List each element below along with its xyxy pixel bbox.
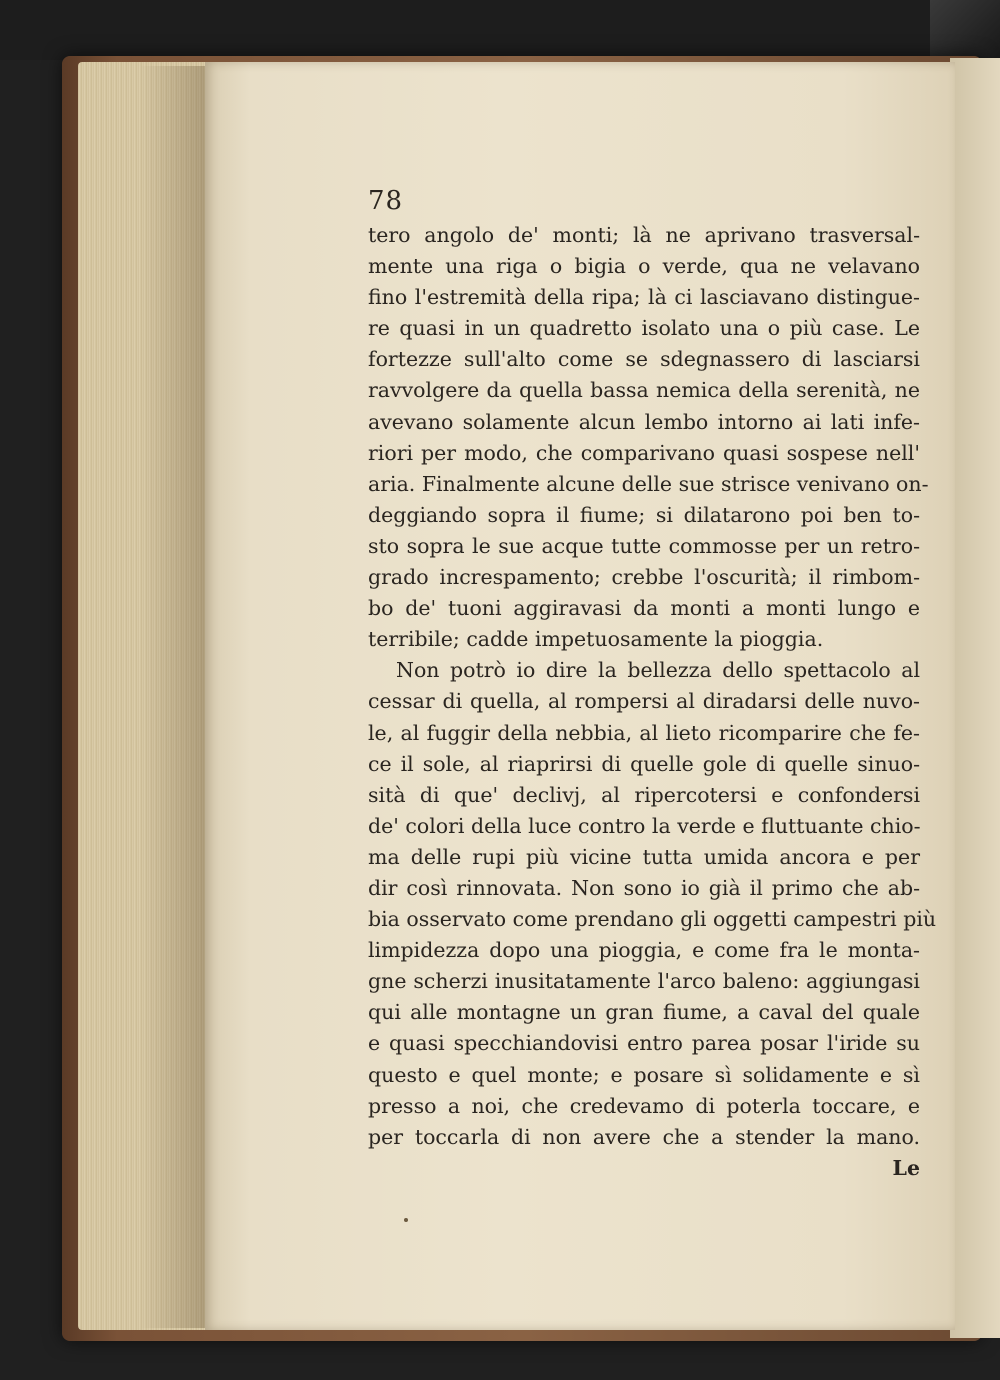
text-line: mente una riga o bigia o verde, qua ne velavano — [368, 254, 920, 279]
text-line: ma delle rupi più vicine tutta umida ancora e per — [368, 844, 920, 869]
text-line: aria. Finalmente alcune delle sue strisce venivano on- — [368, 471, 929, 496]
text-line: sto sopra le sue acque tutte commosse per un retro- — [368, 533, 920, 558]
text-line: ce il sole, al riaprirsi di quelle gole di quelle sinuo- — [368, 751, 920, 776]
text-line: dir così rinnovata. Non sono io già il primo che ab- — [368, 875, 920, 900]
catchword: Le — [892, 1155, 920, 1180]
text-line: ravvolgere da quella bassa nemica della serenità, ne — [368, 378, 920, 403]
text-line: e quasi specchiandovisi entro parea posar l'iride su — [368, 1031, 920, 1056]
text-line: de' colori della luce contro la verde e fluttuante chio- — [368, 813, 921, 838]
text-line: re quasi in un quadretto isolato una o più case. Le — [368, 316, 920, 341]
text-line: qui alle montagne un gran fiume, a caval del quale — [368, 1000, 920, 1025]
text-line: questo e quel monte; e posare sì solidamente e sì — [368, 1062, 920, 1087]
text-line: le, al fuggir della nebbia, al lieto ricomparire che fe- — [368, 720, 920, 745]
text-line: grado increspamento; crebbe l'oscurità; il rimbom- — [368, 565, 920, 590]
text-line: limpidezza dopo una pioggia, e come fra le monta- — [368, 938, 920, 963]
background-top — [0, 0, 1000, 60]
paragraph-start-line: Non potrò io dire la bellezza dello spettacolo al — [396, 658, 920, 683]
text-line: gne scherzi inusitatamente l'arco baleno: aggiungasi — [368, 969, 920, 994]
paper-speck — [404, 1218, 408, 1222]
text-line: terribile; cadde impetuosamente la pioggia. — [368, 627, 824, 652]
text-line: per toccarla di non avere che a stender la mano. — [368, 1124, 920, 1149]
page-text — [368, 220, 937, 1184]
text-line: avevano solamente alcun lembo intorno ai lati infe- — [368, 409, 920, 434]
text-line: tero angolo de' monti; là ne aprivano trasversal- — [368, 223, 920, 247]
text-line: fortezze sull'alto come se sdegnassero di lasciarsi — [368, 347, 920, 372]
text-line: cessar di quella, al rompersi al diradarsi delle nuvo- — [368, 689, 920, 714]
text-line: fino l'estremità della ripa; là ci lasciavano distingue- — [368, 285, 920, 310]
text-line: presso a noi, che credevamo di poterla toccare, e — [368, 1093, 920, 1118]
text-line: deggiando sopra il fiume; si dilatarono poi ben to- — [368, 502, 920, 527]
text-line: sità di que' declivj, al ripercotersi e confondersi — [368, 782, 920, 807]
text-line: riori per modo, che comparivano quasi sospese nell' — [368, 440, 920, 465]
page-gutter-shadow — [140, 66, 210, 1328]
page-number: 78 — [368, 186, 404, 216]
text-line: bia osservato come prendano gli oggetti campestri più — [368, 907, 937, 932]
text-line: bo de' tuoni aggiravasi da monti a monti lungo e — [368, 596, 920, 621]
facing-page-edge — [950, 58, 1000, 1338]
